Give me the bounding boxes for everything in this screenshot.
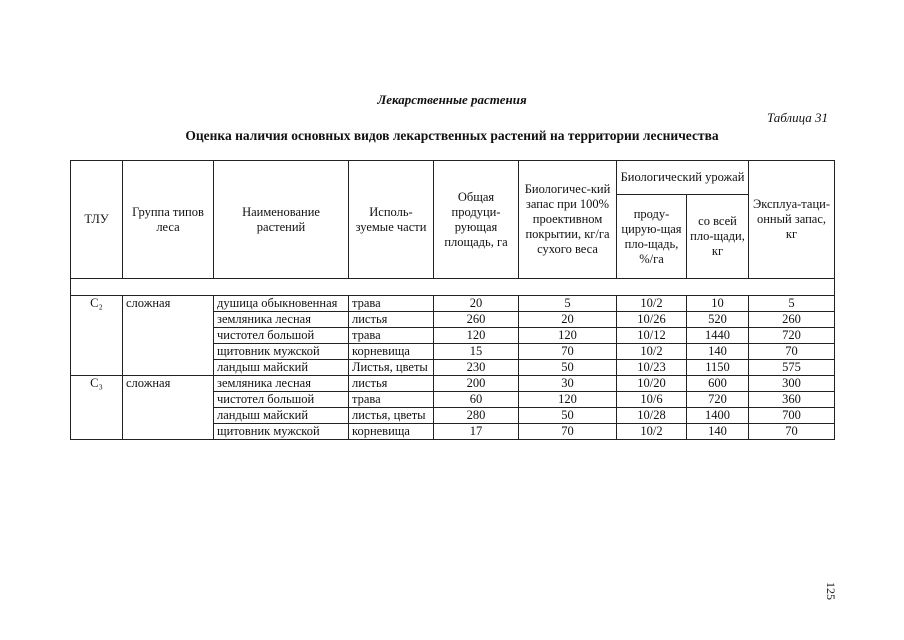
yield-total-cell: 1400	[687, 408, 749, 424]
yield-per-area-cell: 10/26	[617, 312, 687, 328]
used-parts-cell: трава	[349, 296, 434, 312]
exploit-stock-cell: 70	[749, 344, 835, 360]
bio-stock-cell: 5	[519, 296, 617, 312]
table-row	[71, 296, 835, 312]
yield-per-area-cell: 10/20	[617, 376, 687, 392]
header-bio-yield: Биологический урожай	[617, 161, 749, 195]
total-area-cell: 20	[434, 296, 519, 312]
tlu-cell: C₂	[71, 296, 123, 376]
bio-stock-cell: 120	[519, 392, 617, 408]
header-total-area: Общая продуци-рующая площадь, га	[434, 161, 519, 279]
tlu-cell: C₃	[71, 376, 123, 440]
yield-per-area-cell: 10/6	[617, 392, 687, 408]
bio-stock-cell: 30	[519, 376, 617, 392]
header-exploit-stock: Эксплуа-таци-онный запас, кг	[749, 161, 835, 279]
exploit-stock-cell: 70	[749, 424, 835, 440]
yield-total-cell: 520	[687, 312, 749, 328]
bio-stock-cell: 70	[519, 344, 617, 360]
plant-name-cell: земляника лесная	[214, 376, 349, 392]
total-area-cell: 60	[434, 392, 519, 408]
header-bio-stock: Биологичес-кий запас при 100% проективном покрытии, кг/га сухого веса	[519, 161, 617, 279]
table-number: Таблица 31	[766, 110, 828, 125]
bio-stock-cell: 50	[519, 408, 617, 424]
total-area-cell: 120	[434, 328, 519, 344]
spacer-row	[71, 279, 835, 296]
header-yield-per-area: проду-цирую-щая пло-щадь, %/га	[617, 195, 687, 279]
table-row	[71, 376, 835, 392]
exploit-stock-cell: 260	[749, 312, 835, 328]
exploit-stock-cell: 300	[749, 376, 835, 392]
exploit-stock-cell: 720	[749, 328, 835, 344]
forest-group-cell: сложная	[123, 296, 214, 376]
exploit-stock-cell: 360	[749, 392, 835, 408]
yield-total-cell: 140	[687, 424, 749, 440]
plant-name-cell: щитовник мужской	[214, 424, 349, 440]
table-body	[71, 296, 835, 440]
yield-total-cell: 1440	[687, 328, 749, 344]
plant-name-cell: щитовник мужской	[214, 344, 349, 360]
plant-name-cell: чистотел большой	[214, 328, 349, 344]
total-area-cell: 15	[434, 344, 519, 360]
forest-group-cell: сложная	[123, 376, 214, 440]
page-number: 125	[824, 582, 838, 600]
bio-stock-cell: 70	[519, 424, 617, 440]
used-parts-cell: трава	[349, 328, 434, 344]
plant-name-cell: ландыш майский	[214, 408, 349, 424]
bio-stock-cell: 20	[519, 312, 617, 328]
yield-total-cell: 140	[687, 344, 749, 360]
used-parts-cell: Листья, цветы	[349, 360, 434, 376]
header-plant-name: Наименование растений	[214, 161, 349, 279]
yield-total-cell: 600	[687, 376, 749, 392]
bio-stock-cell: 120	[519, 328, 617, 344]
yield-per-area-cell: 10/28	[617, 408, 687, 424]
used-parts-cell: корневища	[349, 344, 434, 360]
header-tlu: ТЛУ	[71, 161, 123, 279]
used-parts-cell: трава	[349, 392, 434, 408]
medicinal-plants-table	[70, 160, 835, 440]
header-yield-total: со всей пло-щади, кг	[687, 195, 749, 279]
plant-name-cell: земляника лесная	[214, 312, 349, 328]
bio-stock-cell: 50	[519, 360, 617, 376]
used-parts-cell: листья	[349, 312, 434, 328]
total-area-cell: 17	[434, 424, 519, 440]
yield-total-cell: 10	[687, 296, 749, 312]
header-used-parts: Исполь-зуемые части	[349, 161, 434, 279]
plant-name-cell: ландыш майский	[214, 360, 349, 376]
total-area-cell: 260	[434, 312, 519, 328]
yield-per-area-cell: 10/12	[617, 328, 687, 344]
yield-total-cell: 1150	[687, 360, 749, 376]
plant-name-cell: чистотел большой	[214, 392, 349, 408]
plant-name-cell: душица обыкновенная	[214, 296, 349, 312]
exploit-stock-cell: 575	[749, 360, 835, 376]
yield-total-cell: 720	[687, 392, 749, 408]
used-parts-cell: листья, цветы	[349, 408, 434, 424]
total-area-cell: 200	[434, 376, 519, 392]
yield-per-area-cell: 10/2	[617, 344, 687, 360]
used-parts-cell: корневища	[349, 424, 434, 440]
exploit-stock-cell: 700	[749, 408, 835, 424]
table-title: Оценка наличия основных видов лекарственных растений на территории лесничества	[185, 128, 719, 143]
used-parts-cell: листья	[349, 376, 434, 392]
total-area-cell: 230	[434, 360, 519, 376]
yield-per-area-cell: 10/2	[617, 296, 687, 312]
total-area-cell: 280	[434, 408, 519, 424]
yield-per-area-cell: 10/2	[617, 424, 687, 440]
exploit-stock-cell: 5	[749, 296, 835, 312]
header-forest-group: Группа типов леса	[123, 161, 214, 279]
section-title: Лекарственные растения	[377, 92, 527, 107]
yield-per-area-cell: 10/23	[617, 360, 687, 376]
